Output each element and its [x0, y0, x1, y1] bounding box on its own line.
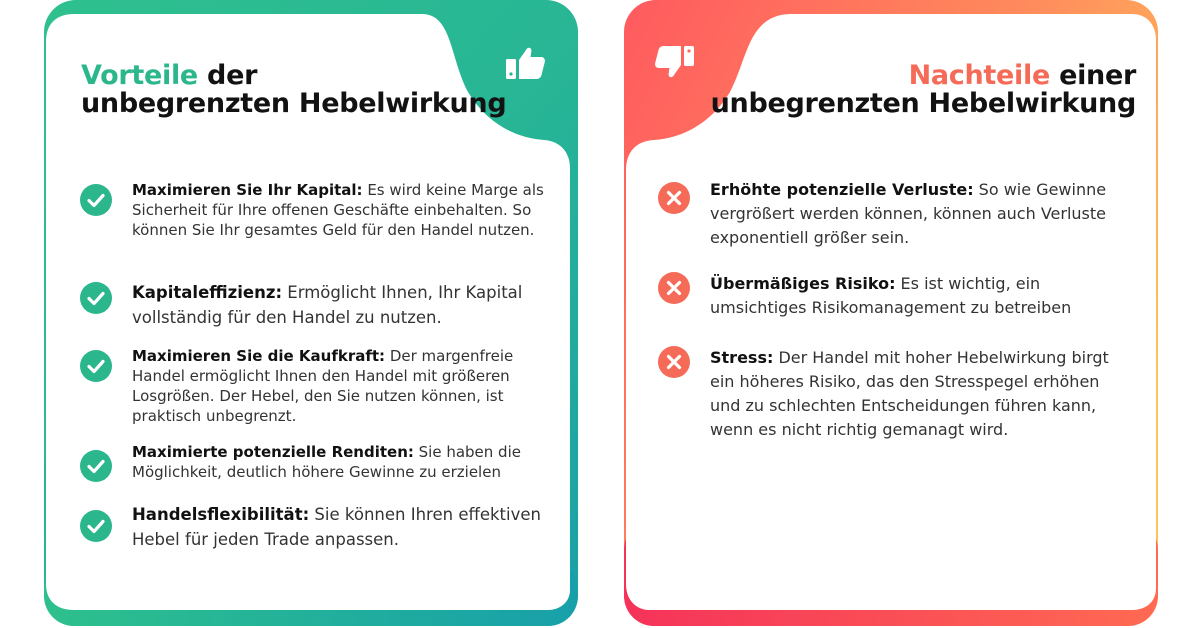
cons-card	[624, 0, 1158, 626]
pros-list	[80, 180, 550, 562]
pros-item-body: Sie haben die Möglichkeit, deutlich höhere Gewinne zu erzielen	[132, 443, 521, 481]
x-circle-icon	[658, 272, 690, 304]
cons-item-body: Der Handel mit hoher Hebelwirkung birgt ein höheres Risiko, das den Stresspegel erhöhen und zu schlechten Entscheidungen führen kann, wenn es nicht richtig gemanagt wird.	[710, 348, 1109, 439]
cons-item-body: Es ist wichtig, ein umsichtiges Risikomanagement zu betreiben	[710, 274, 1072, 317]
list-item	[80, 502, 550, 562]
list-item	[80, 346, 550, 442]
list-item	[80, 180, 550, 280]
cons-item-body: So wie Gewinne vergrößert werden können, können auch Verluste exponentiell größer sein.	[710, 180, 1107, 247]
check-circle-icon	[80, 184, 112, 216]
pros-item-text	[132, 346, 550, 426]
cons-item-text	[710, 346, 1134, 442]
cons-title-line-2: unbegrenzten Hebelwirkung	[710, 88, 1136, 119]
pros-item-heading: Maximieren Sie Ihr Kapital:	[132, 181, 363, 199]
list-item	[80, 442, 550, 502]
pros-item-heading: Handelsflexibilität:	[132, 505, 310, 524]
x-circle-icon	[658, 346, 690, 378]
pros-item-body: Es wird keine Marge als Sicherheit für Ihre offenen Geschäfte einbehalten. So können Sie Ihr gesamtes Geld für den Handel nutzen.	[132, 181, 544, 239]
list-item	[80, 280, 550, 346]
pros-item-heading: Kapitaleffizienz:	[132, 283, 283, 302]
pros-item-body: Ermöglicht Ihnen, Ihr Kapital vollständig für den Handel zu nutzen.	[132, 283, 523, 327]
cons-item-heading: Stress:	[710, 348, 774, 367]
pros-card	[44, 0, 578, 626]
pros-item-text	[132, 280, 550, 330]
list-item	[658, 178, 1134, 272]
cons-title	[711, 62, 1136, 118]
cons-item-text	[710, 178, 1134, 250]
thumbs-up-icon	[506, 44, 546, 82]
list-item	[658, 272, 1134, 346]
pros-item-heading: Maximieren Sie die Kaufkraft:	[132, 347, 386, 365]
pros-item-body: Sie können Ihren effektiven Hebel für jeden Trade anpassen.	[132, 505, 541, 549]
cons-item-text	[710, 272, 1134, 320]
pros-item-text	[132, 502, 550, 552]
check-circle-icon	[80, 350, 112, 382]
pros-title-line-2: unbegrenzten Hebelwirkung	[81, 88, 507, 119]
pros-title	[81, 62, 506, 118]
pros-item-body: Der margenfreie Handel ermöglicht Ihnen den Handel mit größeren Losgrößen. Der Hebel, den Sie nutzen können, ist praktisch unbegrenzt.	[132, 347, 514, 425]
pros-title-accent: Vorteile	[81, 60, 198, 91]
check-circle-icon	[80, 510, 112, 542]
x-circle-icon	[658, 182, 690, 214]
check-circle-icon	[80, 282, 112, 314]
pros-title-rest: der	[197, 60, 258, 91]
cons-item-heading: Übermäßiges Risiko:	[710, 274, 896, 293]
thumbs-down-icon	[654, 44, 694, 82]
cons-list	[658, 178, 1134, 446]
pros-item-text	[132, 442, 550, 482]
cons-item-heading: Erhöhte potenzielle Verluste:	[710, 180, 974, 199]
cons-title-accent: Nachteile	[908, 60, 1050, 91]
check-circle-icon	[80, 450, 112, 482]
pros-item-heading: Maximierte potenzielle Renditen:	[132, 443, 414, 461]
list-item	[658, 346, 1134, 446]
cons-title-rest: einer	[1049, 60, 1136, 91]
pros-item-text	[132, 180, 550, 240]
